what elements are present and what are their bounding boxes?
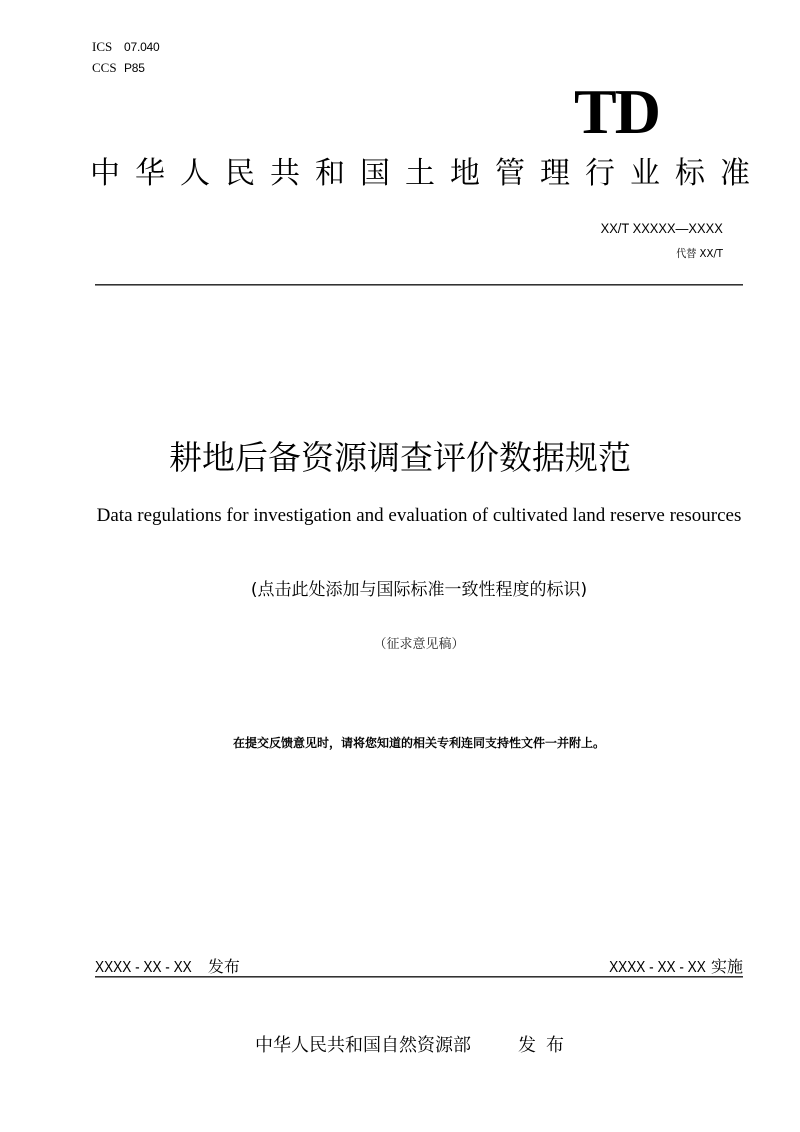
document-title-english: Data regulations for investigation and evaluation of cultivated land reserve resources (96, 505, 742, 526)
issue-label: 发布 (518, 1035, 574, 1056)
standard-number: XX/T XXXXX—XXXX (600, 220, 723, 236)
ccs-classification (92, 61, 145, 75)
ics-label: ICS (92, 39, 113, 54)
ccs-code: P85 (124, 61, 145, 75)
consistency-placeholder[interactable]: (点击此处添加与国际标准一致性程度的标识) (250, 580, 588, 600)
implement-date: XXXX - XX - XX (609, 959, 706, 976)
org-char: 理 (540, 156, 570, 191)
org-char: 和 (315, 156, 345, 191)
org-char: 管 (495, 156, 525, 191)
org-char: 业 (630, 156, 660, 191)
org-char: 民 (225, 156, 255, 191)
draft-status: （征求意见稿） (373, 637, 465, 652)
implement-date-line (592, 957, 743, 978)
org-char: 国 (360, 156, 390, 191)
publish-label: 发布 (207, 957, 240, 976)
patent-notice: 在提交反馈意见时，请将您知道的相关专利连同支持性文件一并附上。 (232, 736, 605, 750)
footer-divider (95, 976, 743, 978)
document-title-chinese: 耕地后备资源调查评价数据规范 (169, 438, 631, 477)
org-char: 中 (90, 156, 120, 191)
publish-date-line (95, 957, 240, 978)
ics-code: 07.040 (124, 40, 160, 54)
implement-label: 实施 (710, 957, 743, 976)
issuing-authority: 中华人民共和国自然资源部 (255, 1035, 471, 1056)
org-char: 准 (720, 156, 750, 191)
org-char: 华 (135, 156, 165, 191)
org-char: 共 (270, 156, 300, 191)
ccs-label: CCS (92, 60, 117, 75)
org-char: 行 (585, 156, 615, 191)
org-char: 人 (180, 156, 210, 191)
org-char: 土 (405, 156, 435, 191)
replaces-standard: 代替 XX/T (676, 247, 723, 260)
ics-classification (92, 40, 160, 54)
org-char: 地 (450, 156, 480, 191)
standard-organization-title (90, 156, 750, 192)
td-logo: TD (574, 76, 659, 147)
publish-date: XXXX - XX - XX (95, 959, 192, 976)
org-char: 标 (675, 156, 705, 191)
header-divider (95, 284, 743, 286)
